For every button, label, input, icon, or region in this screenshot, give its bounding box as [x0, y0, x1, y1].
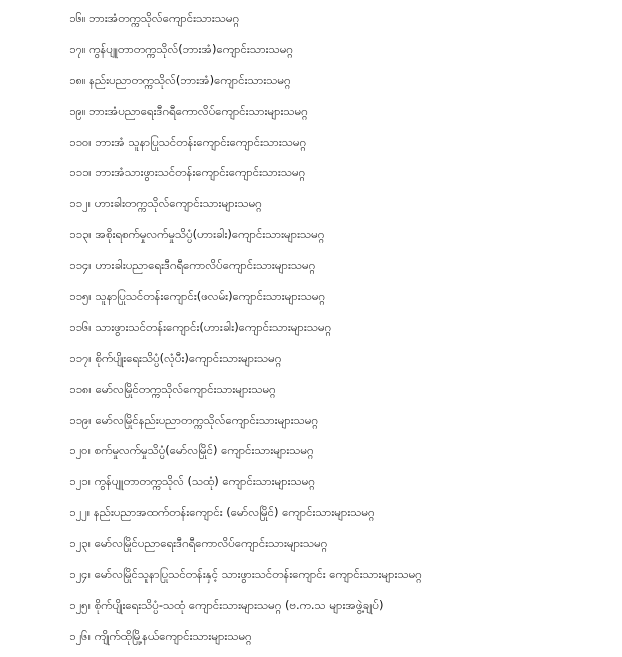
list-item: ၁၁၈။ မော်လမြိုင်တက္ကသိုလ်ကျောင်းသားများသမဂ္ဂ — [69, 381, 276, 396]
list-item: ၁၂၀။ စက်မှုလက်မှုသိပ္ပံ(မော်လမြိုင်) ကျောင်းသားများသမဂ္ဂ — [69, 443, 314, 458]
list-item: ၁၁၁။ ဘားအံသားဖွားသင်တန်းကျောင်းကျောင်းသားသမဂ္ဂ — [69, 165, 306, 180]
list-item: ၁၂၄။ မော်လမြိုင်သူနာပြုသင်တန်းနှင့် သားဖွားသင်တန်းကျောင်း ကျောင်းသားများသမဂ္ဂ — [69, 567, 422, 582]
list-item: ၁၈။ နည်းပညာတက္ကသိုလ်(ဘားအံ)ကျောင်းသားသမဂ္ဂ — [69, 72, 291, 87]
list-item: ၁၂၅။ စိုက်ပျိုးရေးသိပ္ပံ-သထုံ ကျောင်းသားများသမဂ္ဂ (ဗ.က.သ များအဖွဲ့ချုပ်) — [69, 597, 384, 612]
list-item: ၁၁၂။ ဟားခါးတက္ကသိုလ်ကျောင်းသားများသမဂ္ဂ — [69, 196, 262, 211]
list-item: ၁၁၆။ သားဖွားသင်တန်းကျောင်း(ဟားခါး)ကျောင်းသားများသမဂ္ဂ — [69, 319, 332, 334]
list-item: ၁၂၆။ ကျိုက်ထိုမြို့နယ်ကျောင်းသားများသမဂ္ဂ — [69, 628, 252, 643]
list-item: ၁၂၃။ မော်လမြိုင်ပညာရေးဒီဂရီကောလိပ်ကျောင်းသားများသမဂ္ဂ — [69, 536, 328, 551]
list-item: ၁၁၉။ မော်လမြိုင်နည်းပညာတက္ကသိုလ်ကျောင်းသားများသမဂ္ဂ — [69, 412, 318, 427]
list-item: ၁၇။ ကွန်ပျူတာတက္ကသိုလ်(ဘားအံ)ကျောင်းသားသမဂ္ဂ — [69, 41, 293, 56]
list-item: ၁၂၁။ ကွန်ပျူတာတက္ကသိုလ် (သထုံ) ကျောင်းသားများသမဂ္ဂ — [69, 474, 315, 489]
list-item: ၁၁၄။ ဟားခါးပညာရေးဒီဂရီကောလိပ်ကျောင်းသားများသမဂ္ဂ — [69, 258, 316, 273]
list-item: ၁၁၀။ ဘားအံ သူနာပြုသင်တန်းကျောင်းကျောင်းသားသမဂ္ဂ — [69, 134, 307, 149]
list-item: ၁၂၂။ နည်းပညာအထက်တန်းကျောင်း (မော်လမြိုင်) ကျောင်းသားများသမဂ္ဂ — [69, 505, 375, 520]
list-item: ၁၉။ ဘားအံပညာရေးဒီဂရီကောလိပ်ကျောင်းသားများသမဂ္ဂ — [69, 103, 308, 118]
list-item: ၁၆။ ဘားအံတက္ကသိုလ်ကျောင်းသားသမဂ္ဂ — [69, 11, 240, 25]
union-list — [69, 8, 609, 657]
list-item: ၁၁၃။ အစိုးရစက်မှုလက်မှုသိပ္ပံ(ဟားခါး)ကျောင်းသားများသမဂ္ဂ — [69, 227, 325, 242]
list-item: ၁၁၇။ စိုက်ပျိုးရေးသိပ္ပံ(လုံပီး)ကျောင်းသားများသမဂ္ဂ — [69, 350, 282, 365]
list-item: ၁၁၅။ သူနာပြုသင်တန်းကျောင်း(ဖလမ်း)ကျောင်းသားများသမဂ္ဂ — [69, 289, 325, 304]
